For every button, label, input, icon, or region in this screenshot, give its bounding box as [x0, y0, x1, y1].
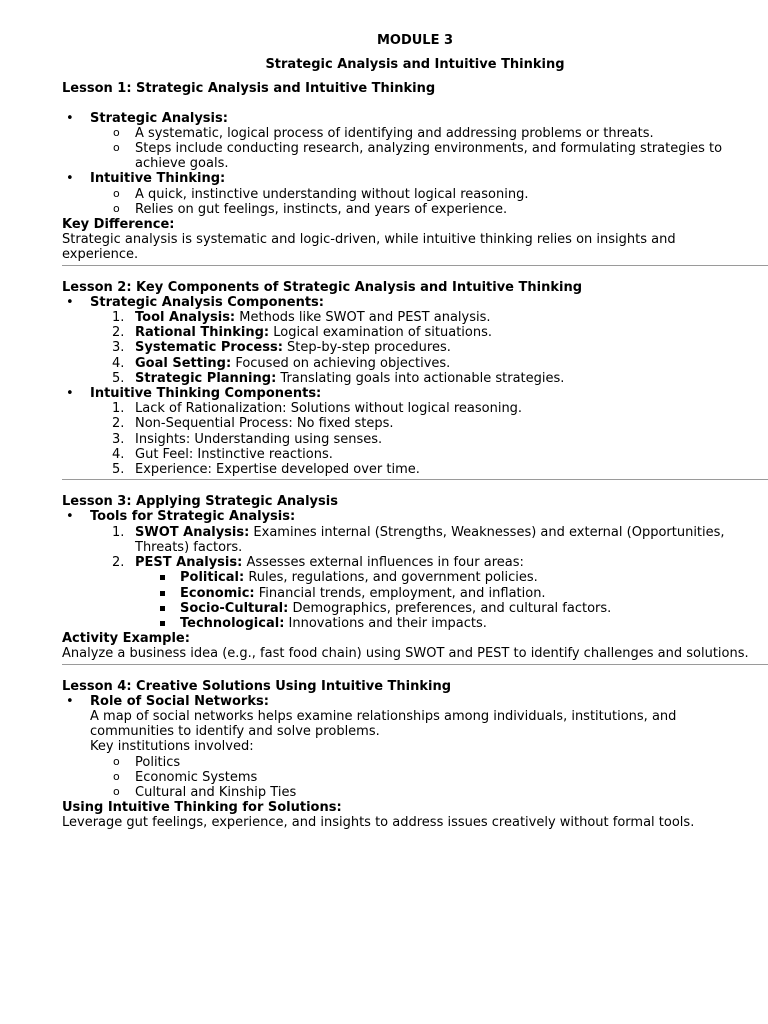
lesson-2-bullets — [62, 295, 752, 477]
item-label: Socio-Cultural: — [180, 600, 289, 616]
sa-components-list — [90, 310, 752, 386]
key-difference-heading: Key Difference: — [62, 217, 175, 233]
item-label: Goal Setting: — [135, 355, 232, 371]
key-difference-text: Strategic analysis is systematic and logic-driven, while intuitive thinking relies on insights and experience. — [62, 232, 676, 263]
using-intuitive-text: Leverage gut feelings, experience, and insights to address issues creatively without formal tools. — [62, 815, 695, 831]
item-text: Logical examination of situations. — [269, 325, 493, 341]
item-label: Strategic Planning: — [135, 370, 277, 386]
item-label: Tool Analysis: — [135, 310, 236, 326]
item-text: Lack of Rationalization: Solutions without logical reasoning. — [135, 401, 523, 417]
item-text: Experience: Expertise developed over time. — [135, 462, 420, 478]
lesson-1 — [62, 81, 752, 262]
item-text: Demographics, preferences, and cultural factors. — [288, 600, 612, 616]
pest-item — [112, 555, 752, 631]
lesson-3-title: Lesson 3: Applying Strategic Analysis — [62, 494, 338, 510]
strategic-analysis-list — [90, 126, 752, 172]
it-components-item — [62, 386, 752, 477]
list-item — [180, 601, 752, 616]
social-networks-text: A map of social networks helps examine relationships among individuals, institutions, and communities to identify and solve problems. — [90, 708, 677, 740]
activity-heading: Activity Example: — [62, 631, 190, 647]
item-text: Methods like SWOT and PEST analysis. — [235, 310, 491, 326]
item-number: 1. — [112, 524, 125, 540]
item-label: Economic: — [180, 585, 255, 601]
item-label: Technological: — [180, 615, 285, 631]
list-item — [180, 616, 752, 631]
swot-text: Examines internal (Strengths, Weaknesses) and external (Opportunities, Threats) factors. — [135, 524, 725, 555]
swot-label: SWOT Analysis: — [135, 524, 250, 540]
document-content — [62, 33, 752, 831]
lesson-2-title: Lesson 2: Key Components of Strategic Analysis and Intuitive Thinking — [62, 279, 583, 295]
item-number: 2. — [112, 416, 125, 432]
sa-components-item — [62, 295, 752, 386]
lesson-3 — [62, 494, 752, 661]
lesson-1-title: Lesson 1: Strategic Analysis and Intuitive Thinking — [62, 81, 436, 97]
section-divider — [62, 479, 768, 480]
social-networks-item — [62, 694, 752, 800]
item-text: Translating goals into actionable strategies. — [276, 370, 565, 386]
module-subtitle: Strategic Analysis and Intuitive Thinking — [265, 57, 565, 73]
pest-label: PEST Analysis: — [135, 555, 243, 571]
lesson-4-bullets — [62, 694, 752, 800]
item-label: Rational Thinking: — [135, 325, 270, 341]
item-text: Innovations and their impacts. — [284, 615, 487, 631]
item-number: 4. — [112, 446, 125, 462]
item-text: Non-Sequential Process: No fixed steps. — [135, 416, 394, 432]
list-item: o Economic Systems — [135, 770, 752, 785]
tools-list — [90, 525, 752, 631]
item-text: Rules, regulations, and government policies. — [244, 570, 538, 586]
item-number: 4. — [112, 355, 125, 371]
list-item — [180, 586, 752, 601]
it-components-list — [90, 401, 752, 477]
item-number: 2. — [112, 325, 125, 341]
lesson-1-bullets — [62, 111, 752, 217]
item-number: 3. — [112, 431, 125, 447]
list-item: o A systematic, logical process of identifying and addressing problems or threats. — [135, 126, 752, 141]
item-number: 2. — [112, 555, 125, 571]
list-item — [180, 570, 752, 585]
intuitive-thinking-list — [90, 187, 752, 217]
list-item — [112, 325, 752, 341]
list-item — [112, 355, 752, 371]
item-text: Financial trends, employment, and inflation. — [254, 585, 546, 601]
lesson-2 — [62, 280, 752, 478]
list-item: o A quick, instinctive understanding without logical reasoning. — [135, 187, 752, 202]
list-item — [112, 446, 752, 462]
list-item — [112, 370, 752, 386]
using-intuitive-heading: Using Intuitive Thinking for Solutions: — [62, 800, 342, 816]
tools-heading: Tools for Strategic Analysis: — [90, 509, 296, 525]
swot-item — [112, 524, 752, 555]
strategic-analysis-heading: Strategic Analysis: — [90, 110, 228, 126]
item-text: Step-by-step procedures. — [282, 340, 451, 356]
intuitive-thinking-heading: Intuitive Thinking: — [90, 171, 226, 187]
tools-item — [62, 509, 752, 631]
list-item: o Relies on gut feelings, instincts, and years of experience. — [135, 202, 752, 217]
lesson-4-title: Lesson 4: Creative Solutions Using Intuitive Thinking — [62, 678, 452, 694]
list-item: o Cultural and Kinship Ties — [135, 785, 752, 800]
strategic-analysis-item — [62, 111, 752, 172]
list-item — [112, 340, 752, 356]
list-item — [112, 310, 752, 326]
it-components-heading: Intuitive Thinking Components: — [90, 386, 322, 402]
item-text: Gut Feel: Instinctive reactions. — [135, 446, 333, 462]
institutions-list — [62, 755, 752, 801]
pest-areas-list — [135, 570, 752, 631]
section-divider — [62, 265, 768, 266]
item-number: 1. — [112, 401, 125, 417]
item-text: Insights: Understanding using senses. — [135, 431, 383, 447]
sa-components-heading: Strategic Analysis Components: — [90, 294, 324, 310]
list-item: o Politics — [135, 755, 752, 770]
item-text: Focused on achieving objectives. — [231, 355, 451, 371]
list-item: o Steps include conducting research, analyzing environments, and formulating strategies to achieve goals. — [135, 141, 752, 171]
pest-text: Assesses external influences in four areas: — [242, 555, 524, 571]
item-number: 5. — [112, 370, 125, 386]
module-title: MODULE 3 — [376, 33, 454, 48]
activity-text: Analyze a business idea (e.g., fast food chain) using SWOT and PEST to identify challenges and solutions. — [62, 646, 749, 662]
lesson-4 — [62, 679, 752, 831]
social-networks-heading: Role of Social Networks: — [90, 693, 269, 709]
item-label: Systematic Process: — [135, 340, 283, 356]
list-item — [112, 401, 752, 417]
list-item — [112, 462, 752, 478]
intuitive-thinking-item — [62, 171, 752, 217]
item-number: 5. — [112, 462, 125, 478]
section-divider — [62, 664, 768, 665]
list-item — [112, 431, 752, 447]
item-label: Political: — [180, 570, 245, 586]
key-institutions-label: Key institutions involved: — [90, 739, 254, 755]
list-item — [112, 416, 752, 432]
item-number: 3. — [112, 340, 125, 356]
lesson-3-bullets — [62, 509, 752, 631]
item-number: 1. — [112, 310, 125, 326]
